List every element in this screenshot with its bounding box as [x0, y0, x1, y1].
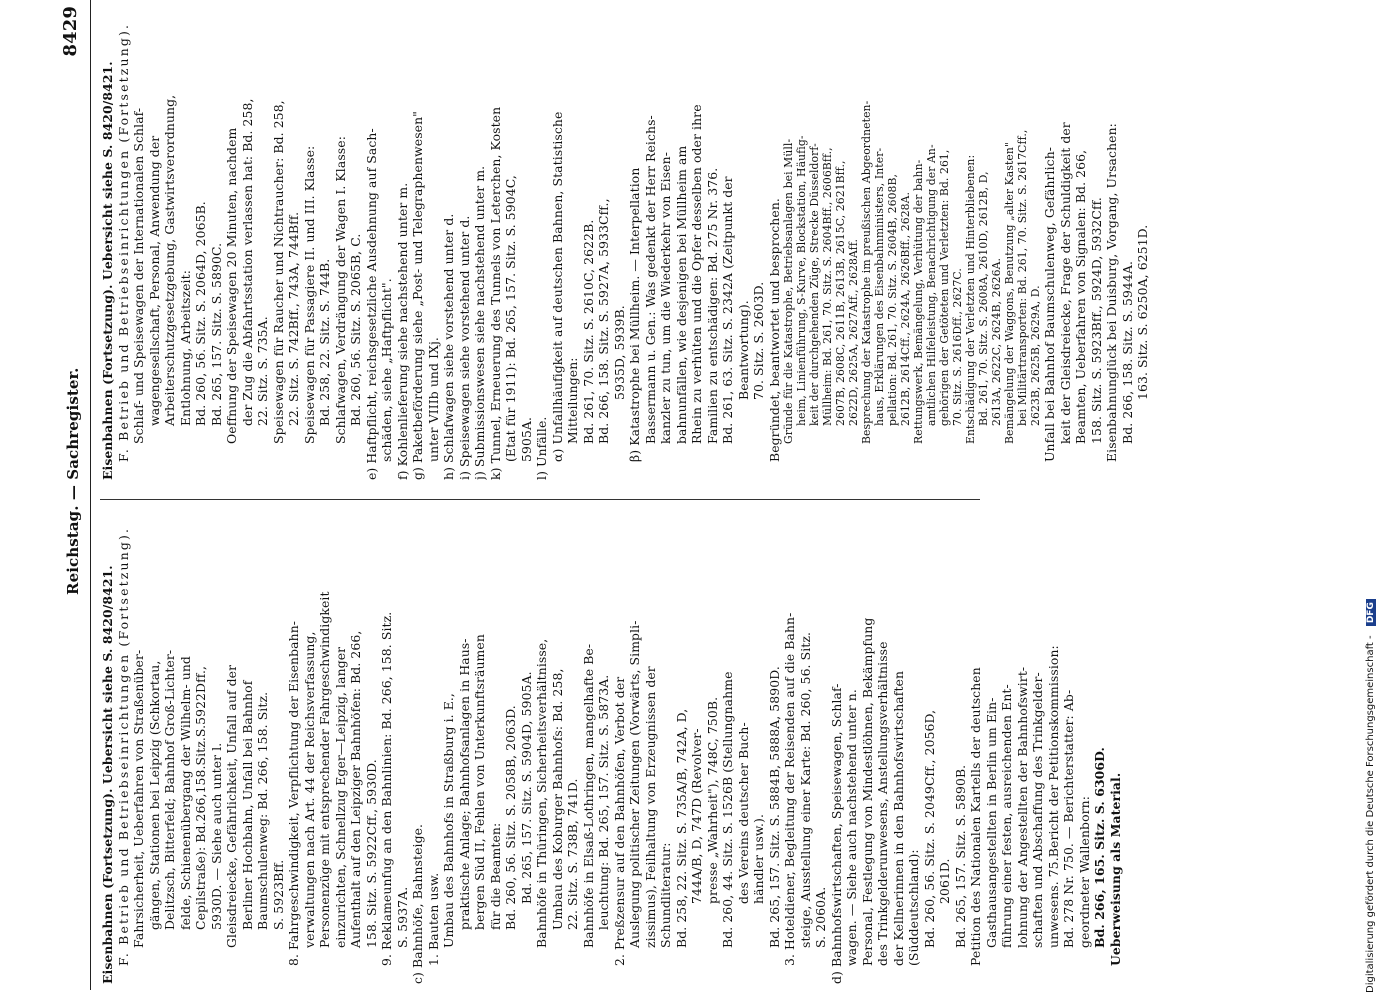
register-line: der Zug die Abfahrtsstation verlassen hat: Bd. 258, [239, 98, 255, 426]
register-line: führung einer festen, ausreichenden Ent- [999, 684, 1014, 948]
register-line: (Süddeutschland): [906, 849, 921, 966]
register-line: gängen, Stationen bei Leipzig (Schkortau, [146, 660, 162, 930]
register-line: i) Speisewagen siehe vorstehend unter d. [456, 215, 472, 480]
register-line: Arbeiterschutzgesetzgebung, Gastwirtsverordnung, [162, 94, 177, 426]
register-line: Auslegung politischer Zeitungen (Vorwärts, Simpli- [627, 620, 642, 948]
register-line: Entschädigung der Verletzten und Hinterbliebenen: [964, 154, 977, 444]
register-line: des Trinkgelderunwesens, Anstellungsverhältnisse [875, 641, 890, 966]
register-line: Petition des Nationalen Kartells der deutschen [968, 667, 983, 966]
register-line: Rettungswerk, Bemängelung, Verhütung der bahn- [912, 159, 925, 444]
register-line: lohnung der Angestellten der Bahnhofswirt- [1014, 666, 1030, 948]
register-line: Besprechung der Katastrophe im preußischen Abgeordneten- [860, 100, 873, 444]
register-line: S. 2060A. [813, 886, 828, 948]
page-header [60, 0, 91, 990]
register-line: F. Betrieb und Betriebseinrichtungen (Fortsetzung). [115, 22, 131, 462]
register-line: bahnunfällen, wie desjenigen bei Müllheim am [673, 145, 689, 444]
register-line: Familien zu entschädigen: Bd. 275 Nr. 376. [704, 167, 720, 444]
register-line: heim, Linienführung, S-Kurve, Blockstation, Häufig- [795, 135, 808, 426]
register-line: 744A/B, D, 747D (Revolver- [689, 728, 704, 904]
register-line: Bd. 265, 157. Sitz. S. 5890B. [952, 764, 968, 948]
right-column [100, 15, 1383, 480]
register-line: verwaltungen nach Art. 44 der Reichsverfassung, [301, 631, 317, 948]
register-line: 70. Sitz. S. 2616Dff., 2627C. [951, 268, 964, 426]
register-line: Bassermann u. Gen.: Was gedenkt der Herr Reichs- [642, 115, 658, 444]
register-line: Bd. 266, 165. Sitz. S. 6306D. [1092, 747, 1107, 948]
register-line: Cepilstraße): Bd.266,158.Sitz.S.5922Dff., [193, 665, 208, 930]
register-line: α) Unfallhäufigkeit auf deutschen Bahnen, Statistische [549, 111, 565, 462]
register-line: Umbau des Koburger Bahnhofs: Bd. 258, [549, 668, 565, 930]
register-line: bei Militärtransporten: Bd. 261, 70. Sitz. S. 2617Cff., [1016, 129, 1029, 426]
register-line: l) Unfälle. [534, 416, 549, 480]
register-line: kanzler zu tun, um die Wiederkehr von Eisen- [658, 152, 673, 444]
register-line: c) Bahnhöfe, Bahnsteige. [410, 823, 425, 984]
register-line: Speisewagen für Passagiere II. und III. Klasse: [301, 145, 317, 444]
register-line: Oeffnung der Speisewagen 20 Minuten, nachdem [224, 127, 239, 444]
register-line: Umbau des Bahnhofs in Straßburg i. E., [441, 693, 456, 948]
register-line: Schlafwagen, Verdrängung der Wagen I. Klasse: [332, 136, 348, 444]
register-line: Bd. 258, 22. Sitz. S. 744B. [317, 258, 332, 426]
register-line: Bd. 260, 44. Sitz. S. 1526B (Stellungnahme [720, 671, 735, 948]
register-line: haus, Erklärungen des Eisenbahnministers, Inter- [873, 147, 886, 426]
register-line: Personenzüge mit entsprechender Fahrgeschwindigkeit [317, 591, 332, 948]
register-line: einzurichten, Schnellzug Eger—Leipzig, langer [332, 646, 348, 948]
register-line: wagengesellschaft, Personal, Anwendung der [146, 135, 162, 426]
register-line: 2623B, 2625B, 2629A, D. [1029, 285, 1042, 426]
register-line: leuchtung: Bd. 265, 157. Sitz. S. 5873A. [596, 674, 611, 930]
register-line: Gründe für die Katastrophe, Betriebsanlagen bei Müll- [782, 138, 795, 444]
register-line: Bd. 266, 158. Sitz. S. 5944A. [1119, 260, 1135, 444]
register-line: Bemängelung der Waggons, Benutzung „alter Kasten" [1003, 141, 1016, 444]
register-line: Bahnhöfe in Thüringen, Sicherheitsverhältnisse, [534, 638, 549, 948]
register-line: schaften und Abschaffung des Trinkgelder- [1030, 672, 1045, 948]
register-line: 22. Sitz. S. 738B, 741D. [565, 778, 580, 930]
register-line: Rhein zu verhüten und die Opfer desselben oder ihre [689, 104, 704, 444]
register-line: Bd. 278 Nr. 750. — Berichterstatter: Ab- [1061, 689, 1076, 948]
register-line: g) Paketbeförderung siehe „Post- und Telegraphenwesen" [410, 111, 425, 480]
register-line: für die Beamten: [487, 822, 503, 930]
register-line: unter VIIIb und IXj. [425, 337, 441, 462]
register-line: Bd. 260, 56. Sitz. S. 2065B, C. [348, 233, 363, 426]
register-line: unwesens. 75.Bericht der Petitionskommission: [1045, 645, 1061, 948]
register-line: 8. Fahrgeschwindigkeit, Verpflichtung der Eisenbahn- [286, 620, 301, 966]
register-line: 2061D. [937, 858, 952, 904]
register-line: Gleisdreiecke, Gefährlichkeit, Unfall auf der [224, 664, 239, 948]
register-line: zissimus), Feilhaltung von Erzeugnissen der [642, 666, 658, 948]
register-line: j) Submissionswesen siehe nachstehend unter m. [472, 165, 487, 480]
register-line: 2622D, 2625A, 2627Aff., 2628Aff. [847, 238, 860, 426]
register-line: Fahrsicherheit, Ueberfahren von Straßenüber- [131, 649, 146, 948]
register-line: Schundliteratur: [658, 842, 673, 948]
register-line: Bd. 260, 56. Sitz. S. 2058B, 2063D. [503, 705, 518, 930]
register-line: Eisenbahnen (Fortsetzung). Uebersicht siehe S. 8420/8421. [100, 61, 115, 480]
register-line: geordneter Wallenborn: [1076, 795, 1092, 948]
register-line: (Etat für 1911): Bd. 265, 157. Sitz. S. 5904C, [503, 175, 518, 462]
register-line: S. 5923Bff. [270, 859, 286, 930]
register-line: k) Tunnel, Erneuerung des Tunnels von Leterchen, Kosten [487, 106, 503, 480]
register-line: pellation: Bd. 261, 70. Sitz. S. 2604B, 2608B, [886, 173, 899, 426]
register-line: Bd. 261, 63. Sitz. S. 2342A (Zeitpunkt der [720, 176, 735, 444]
register-line: f) Kohlenlieferung siehe nachstehend unter m. [394, 182, 410, 480]
register-line: Bd. 260, 56. Sitz. S. 2064D, 2065B. [193, 201, 208, 426]
register-line: 1. Bauten usw. [425, 872, 441, 966]
register-line: Bd. 266, 158. Sitz. S. 5927A, 5933Cff., [596, 198, 611, 444]
register-line: 158. Sitz. S. 5922Cff., 5930D. [363, 759, 379, 948]
page-number: 8429 [60, 6, 81, 57]
register-line: 3. Hoteldiener, Begleitung der Reisenden auf die Bahn- [782, 612, 797, 966]
register-line: praktische Anlage; Bahnhofsanlagen in Haus- [456, 638, 472, 930]
register-line: Aufenthalt auf den Leipziger Bahnhöfen: Bd. 266, [348, 630, 363, 948]
register-page [60, 0, 1383, 990]
register-line: Bd. 258, 22. Sitz. S. 735A/B, 742A, D, [673, 708, 689, 948]
register-line: 22. Sitz. S. 742Bff., 743A, 744Bff. [286, 211, 301, 426]
register-line: amtlichen Hilfeleistung, Benachrichtigung der An- [925, 144, 938, 426]
register-line: 2613A, 2622C, 2624B, 2626A. [990, 257, 1003, 426]
digitization-note [1365, 8, 1381, 993]
digitization-text: Digitalisierung gefördert durch die Deutsche Forschungsgemeinschaft - [1365, 635, 1376, 993]
register-line: Entlohnung, Arbeitszeit: [177, 270, 193, 426]
register-line: 2. Preßzensur auf den Bahnhöfen, Verbot der [611, 676, 627, 966]
register-line: wagen. — Siehe auch nachstehend unter n. [844, 689, 859, 966]
register-line: steige, Ausstellung einer Karte: Bd. 260, 56. Sitz. [797, 631, 813, 948]
register-line: Beamten, Ueberfahren von Signalen: Bd. 266, [1073, 149, 1088, 444]
register-line: Berliner Hochbahn, Unfall bei Bahnhof [239, 680, 255, 930]
register-line: 163. Sitz. S. 6250A, 6251D. [1135, 224, 1150, 400]
register-line: 158. Sitz. S. 5923Bff., 5924D, 5932Cff. [1088, 197, 1104, 444]
register-line: keit der durchgehenden Züge, Strecke Düsseldorf- [808, 143, 821, 426]
register-line: Baumschulenweg: Bd. 266, 158. Sitz. [255, 691, 270, 930]
register-line: 22. Sitz. S. 735A. [255, 316, 270, 426]
register-line: Müllheim: Bd. 261, 70. Sitz. S. 2604Bff., 2606Bff., [821, 147, 834, 426]
register-line: 2612B, 2614Cff., 2624A, 2626Bff., 2628A. [899, 191, 912, 426]
register-line: S. 5937A. [394, 886, 410, 948]
register-line: Bd. 261, 70. Sitz. S. 2610C, 2622B. [580, 219, 596, 444]
register-line: 5905A. [518, 416, 534, 462]
register-line: Bd. 265, 157. Sitz. S. 5890C. [208, 242, 224, 426]
register-line: 5930D. — Siehe auch unter l. [208, 742, 224, 930]
register-line: Bd. 261, 70. Sitz. S. 2608A, 2610D, 2612B, D, [977, 171, 990, 426]
register-line: Begründet, beantwortet und besprochen. [766, 198, 782, 462]
register-line: Ueberweisung als Material. [1107, 772, 1123, 966]
running-title: Reichstag. — Sachregister. [64, 367, 82, 595]
register-line: Beantwortung). [735, 300, 751, 400]
register-line: β) Katastrophe bei Müllheim. — Interpellation [627, 167, 642, 462]
register-line: gehörigen der Getöteten und Verletzten: Bd. 261, [938, 149, 951, 426]
register-line: Personal, Festlegung von Mindestlöhnen, Bekämpfung [859, 617, 875, 966]
register-line: felde, Schienenübergang der Wilhelm- und [177, 656, 193, 930]
register-line: Bd. 265, 157. Sitz. S. 5884B, 5888A, 5890D. [766, 666, 782, 948]
register-line: des Vereins deutscher Buch- [735, 722, 751, 904]
register-line: händler usw.). [751, 813, 766, 904]
register-line: h) Schlafwagen siehe vorstehend unter d. [441, 213, 456, 480]
register-line: presse „Wahrheit"), 748C, 750B. [704, 696, 720, 904]
register-line: bergen Süd II, Fehlen von Unterkunftsräumen [472, 634, 487, 930]
register-line: der Kellnerinnen in den Bahnhofswirtschaften [890, 670, 906, 966]
register-line: schäden, siehe „Haftpflicht". [379, 278, 394, 462]
register-line: Speisewagen für Raucher und Nichtraucher: Bd. 258, [270, 100, 286, 444]
column-divider [100, 499, 980, 500]
register-line: Unfall bei Bahnhof Baumschulenweg, Gefährlich- [1042, 146, 1057, 462]
register-line: Eisenbahnen (Fortsetzung). Uebersicht siehe S. 8420/8421. [100, 565, 115, 984]
register-line: F. Betrieb und Betriebseinrichtungen (Fortsetzung). [115, 526, 131, 966]
register-line: 5935D, 5939B. [611, 305, 627, 400]
register-line: Bd. 265, 157. Sitz. S. 5904D, 5905A. [518, 671, 534, 904]
register-line: keit der Gleisdreiecke, Frage der Schuldigkeit der [1057, 122, 1073, 444]
register-line: Mitteilungen: [565, 357, 580, 444]
register-line: Eisenbahnunglück bei Duisburg, Vorgang, Ursachen: [1104, 123, 1119, 462]
left-column [100, 519, 1383, 984]
register-line: e) Haftpflicht, reichsgesetzliche Ausdehnung auf Sach- [363, 128, 379, 480]
register-line: Gasthausangestellten in Berlin um Ein- [983, 697, 999, 948]
register-line: 2607B, 2608C, 2611B, 2613B, 2615C, 2621Bff., [834, 160, 847, 426]
register-line: Delitzsch, Bitterfeld; Bahnhof Groß-Lichter- [162, 649, 177, 930]
register-line: d) Bahnhofswirtschaften, Speisewagen, Schlaf- [828, 683, 844, 984]
register-line: 9. Reklameunfug an den Bahnlinien: Bd. 266, 158. Sitz. [379, 611, 394, 966]
dfg-logo: DFG [1366, 599, 1376, 626]
register-line: Schlaf- und Speisewagen der Internationalen Schlaf- [131, 107, 146, 444]
register-line: 70. Sitz. S. 2603D. [751, 281, 766, 400]
register-line: Bd. 260, 56. Sitz. S. 2049Cff., 2056D, [921, 709, 937, 948]
register-line: Bahnhöfe in Elsaß-Lothringen, mangelhafte Be- [580, 643, 596, 948]
